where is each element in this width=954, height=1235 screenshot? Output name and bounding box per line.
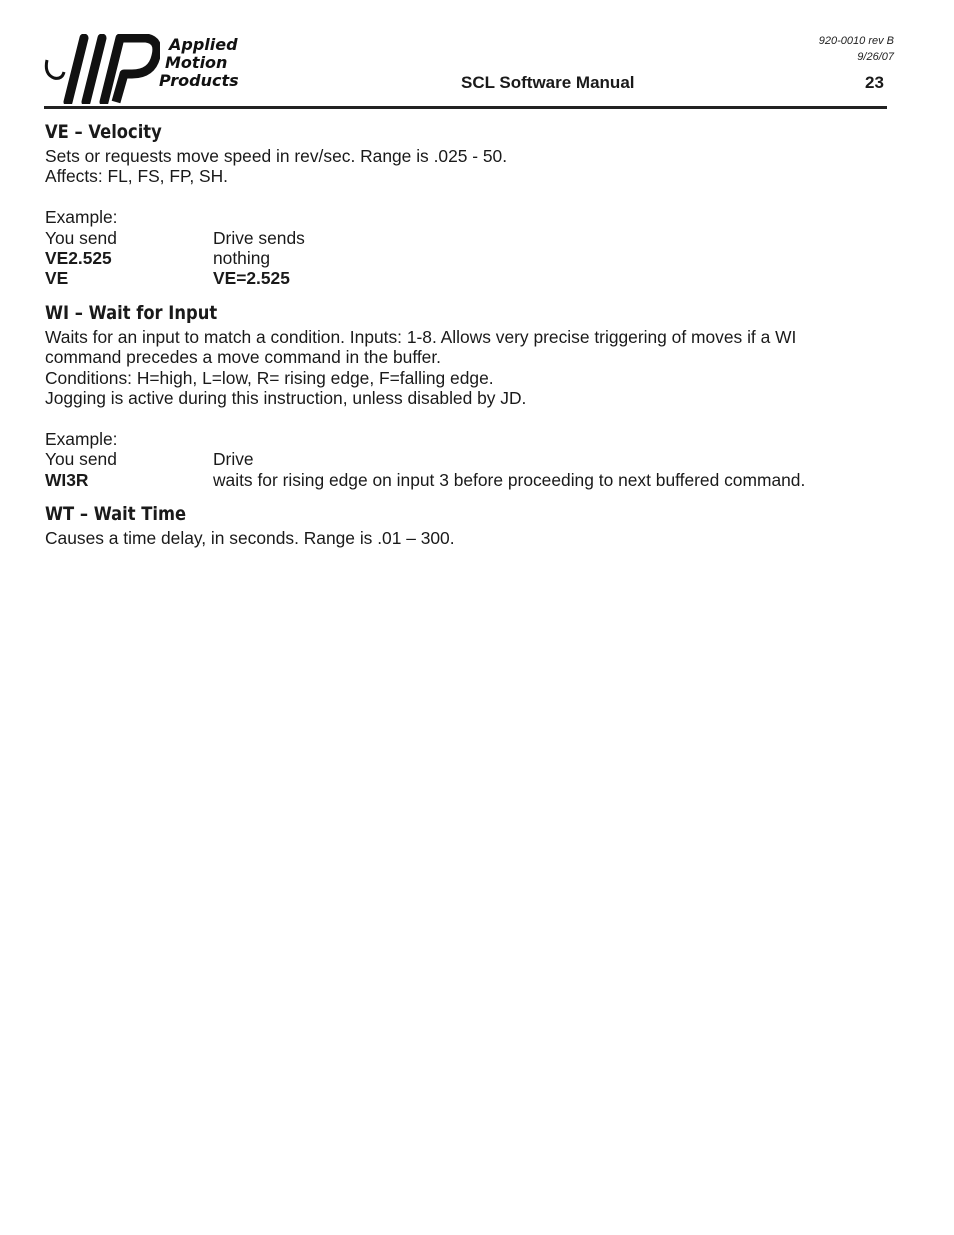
logo-wordmark [158,36,239,90]
section-ve [45,118,895,289]
logo-line-products: Products [159,71,239,90]
doc-date: 9/26/07 [857,51,894,63]
example-header-row [45,228,895,248]
example-row [45,470,895,490]
section-heading: WI – Wait for Input [45,301,218,324]
section-gap [45,490,895,500]
command-sent: VE2.525 [45,248,112,269]
header-rule [44,106,887,109]
example-label: Example: [45,428,118,449]
body-line: Conditions: H=high, L=low, R= rising edge, F=falling edge. [45,367,494,388]
motor-logo-icon [44,34,160,104]
drive-response: nothing [213,248,271,269]
command-sent: WI3R [45,469,89,490]
body-line: Sets or requests move speed in rev/sec. Range is .025 - 50. [45,146,508,166]
spacer [45,408,895,428]
page-number: 23 [865,73,884,92]
section-heading: VE – Velocity [45,121,162,143]
command-sent: VE [45,268,69,289]
section-wt [45,500,895,548]
doc-number: 920-0010 rev B [818,35,894,47]
section-heading: WT – Wait Time [45,503,187,526]
logo-line-motion: Motion [165,53,228,72]
example-header-row [45,449,895,469]
col-drive: Drive [213,449,254,470]
drive-response: VE=2.525 [213,268,290,289]
document-reference [819,33,894,65]
example-row [45,268,895,288]
col-you-send: You send [45,449,117,470]
col-you-send: You send [45,227,117,248]
body-line: Affects: FL, FS, FP, SH. [45,166,228,187]
page-content [45,118,895,548]
logo-line-applied: Applied [169,35,238,54]
drive-response: waits for rising edge on input 3 before proceeding to next buffered command. [213,469,806,490]
manual-title: SCL Software Manual [461,73,635,92]
example-label: Example: [45,207,118,228]
body-line: command precedes a move command in the buffer. [45,347,442,368]
col-drive-sends: Drive sends [213,227,305,248]
section-wi [45,299,895,490]
body-line: Jogging is active during this instruction, unless disabled by JD. [45,388,527,409]
company-logo [44,34,246,104]
body-line: Causes a time delay, in seconds. Range is .01 – 300. [45,528,455,549]
section-gap [45,289,895,299]
example-row [45,248,895,268]
body-line: Waits for an input to match a condition. Inputs: 1-8. Allows very precise triggering of moves if a WI [45,326,797,347]
spacer [45,187,895,207]
